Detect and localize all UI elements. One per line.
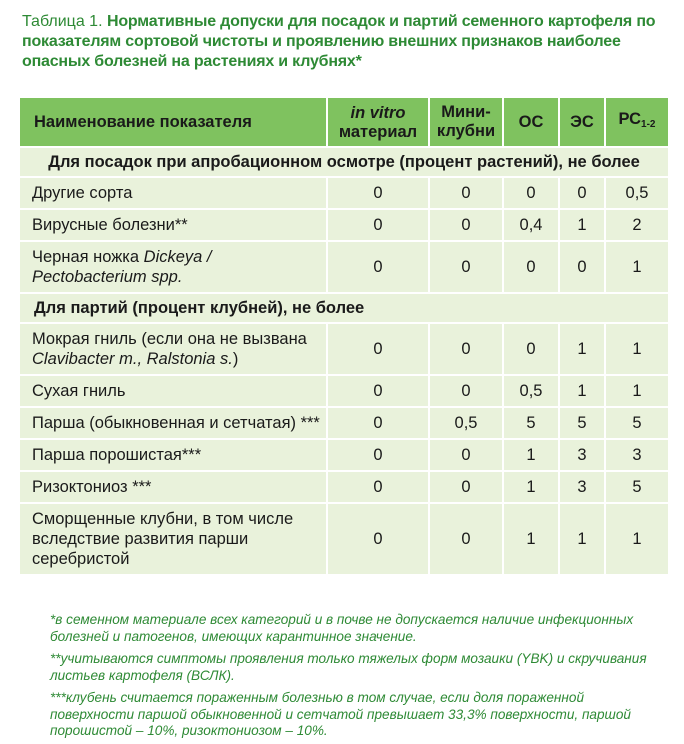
cell-es: 1 [560, 324, 606, 376]
cell-invitro: 0 [328, 242, 430, 294]
row-name-italic: Dickeya / Pectobacterium spp. [32, 248, 212, 286]
table-row [20, 178, 668, 210]
cell-os: 0,5 [504, 376, 560, 408]
table-header-row [20, 98, 668, 148]
cell-os: 0 [504, 242, 560, 294]
cell-rs: 1 [606, 376, 668, 408]
section-row-plantings [20, 148, 668, 178]
cell-rs: 1 [606, 324, 668, 376]
row-name: Вирусные болезни** [20, 210, 328, 242]
cell-invitro: 0 [328, 210, 430, 242]
cell-mini: 0 [430, 472, 504, 504]
table-row [20, 242, 668, 294]
section-row-lots [20, 294, 668, 324]
row-name: Сухая гниль [20, 376, 328, 408]
cell-es: 3 [560, 472, 606, 504]
section-plantings-label: Для посадок при апробационном осмотре (процент растений), не более [20, 148, 668, 178]
cell-rs: 5 [606, 472, 668, 504]
table-row [20, 440, 668, 472]
cell-os: 1 [504, 472, 560, 504]
row-name: Парша порошистая*** [20, 440, 328, 472]
cell-os: 5 [504, 408, 560, 440]
header-invitro-line2: материал [338, 123, 418, 141]
cell-rs: 5 [606, 408, 668, 440]
cell-rs: 3 [606, 440, 668, 472]
header-name: Наименование показателя [20, 98, 328, 148]
row-name [20, 324, 328, 376]
row-name: Другие сорта [20, 178, 328, 210]
row-name-plain: Мокрая гниль (если она не вызвана [32, 330, 307, 348]
cell-invitro: 0 [328, 408, 430, 440]
cell-rs: 1 [606, 242, 668, 294]
cell-invitro: 0 [328, 324, 430, 376]
header-es: ЭС [560, 98, 606, 148]
table-row [20, 324, 668, 376]
cell-os: 1 [504, 440, 560, 472]
cell-es: 0 [560, 242, 606, 294]
cell-invitro: 0 [328, 472, 430, 504]
header-invitro [328, 98, 430, 148]
row-name-italic: Clavibacter m., Ralstonia s. [32, 350, 233, 368]
caption-title: Нормативные допуски для посадок и партий семенного картофеля по показателям сортовой чистоты и проявлению внешних признаков наиболее опасных болезней на растениях и клубнях* [22, 13, 656, 70]
table-row [20, 376, 668, 408]
cell-os: 1 [504, 504, 560, 576]
table-row [20, 472, 668, 504]
cell-mini: 0,5 [430, 408, 504, 440]
section-lots-label: Для партий (процент клубней), не более [20, 294, 668, 324]
table-row [20, 210, 668, 242]
header-mini [430, 98, 504, 148]
cell-es: 3 [560, 440, 606, 472]
cell-mini: 0 [430, 504, 504, 576]
cell-rs: 1 [606, 504, 668, 576]
cell-mini: 0 [430, 376, 504, 408]
table-row [20, 408, 668, 440]
header-mini-line1: Мини- [441, 103, 491, 121]
cell-mini: 0 [430, 324, 504, 376]
footnote-2: **учитываются симптомы проявления только тяжелых форм мозаики (YBK) и скручивания листьев картофеля (ВСЛК). [50, 651, 647, 683]
header-rs [606, 98, 668, 148]
row-name [20, 242, 328, 294]
header-rs-label: РС [618, 110, 642, 128]
header-os: ОС [504, 98, 560, 148]
header-rs-sub: 1-2 [641, 119, 656, 130]
cell-mini: 0 [430, 178, 504, 210]
row-name: Ризоктониоз *** [20, 472, 328, 504]
header-mini-line2: клубни [436, 122, 496, 140]
cell-os: 0,4 [504, 210, 560, 242]
cell-es: 0 [560, 178, 606, 210]
row-name: Парша (обыкновенная и сетчатая) *** [20, 408, 328, 440]
cell-rs: 2 [606, 210, 668, 242]
cell-es: 5 [560, 408, 606, 440]
table-row [20, 504, 668, 576]
header-invitro-line1: in vitro [350, 104, 406, 122]
cell-os: 0 [504, 178, 560, 210]
cell-es: 1 [560, 210, 606, 242]
row-name-end: ) [232, 350, 239, 368]
cell-mini: 0 [430, 210, 504, 242]
cell-os: 0 [504, 324, 560, 376]
footnote-1: *в семенном материале всех категорий и в почве не допускается наличие инфекционных болезней и патогенов, имеющих карантинное значение. [50, 612, 634, 644]
cell-mini: 0 [430, 242, 504, 294]
cell-invitro: 0 [328, 178, 430, 210]
footnote-3: ***клубень считается пораженным болезнью в том случае, если доля пораженной поверхности паршой обыкновенной и сетчатой превышает 33,3% поверхности, паршой порошистой – 10%, ризоктониозом – 10%. [50, 690, 631, 738]
table-caption [22, 12, 672, 72]
cell-invitro: 0 [328, 504, 430, 576]
cell-es: 1 [560, 504, 606, 576]
footnotes [50, 612, 670, 744]
row-name: Сморщенные клубни, в том числе вследствие развития парши серебристой [20, 504, 328, 576]
row-name-plain: Черная ножка [32, 248, 144, 266]
tolerances-table [20, 98, 668, 576]
cell-invitro: 0 [328, 376, 430, 408]
cell-rs: 0,5 [606, 178, 668, 210]
cell-mini: 0 [430, 440, 504, 472]
cell-es: 1 [560, 376, 606, 408]
caption-label: Таблица 1. [22, 13, 103, 30]
cell-invitro: 0 [328, 440, 430, 472]
